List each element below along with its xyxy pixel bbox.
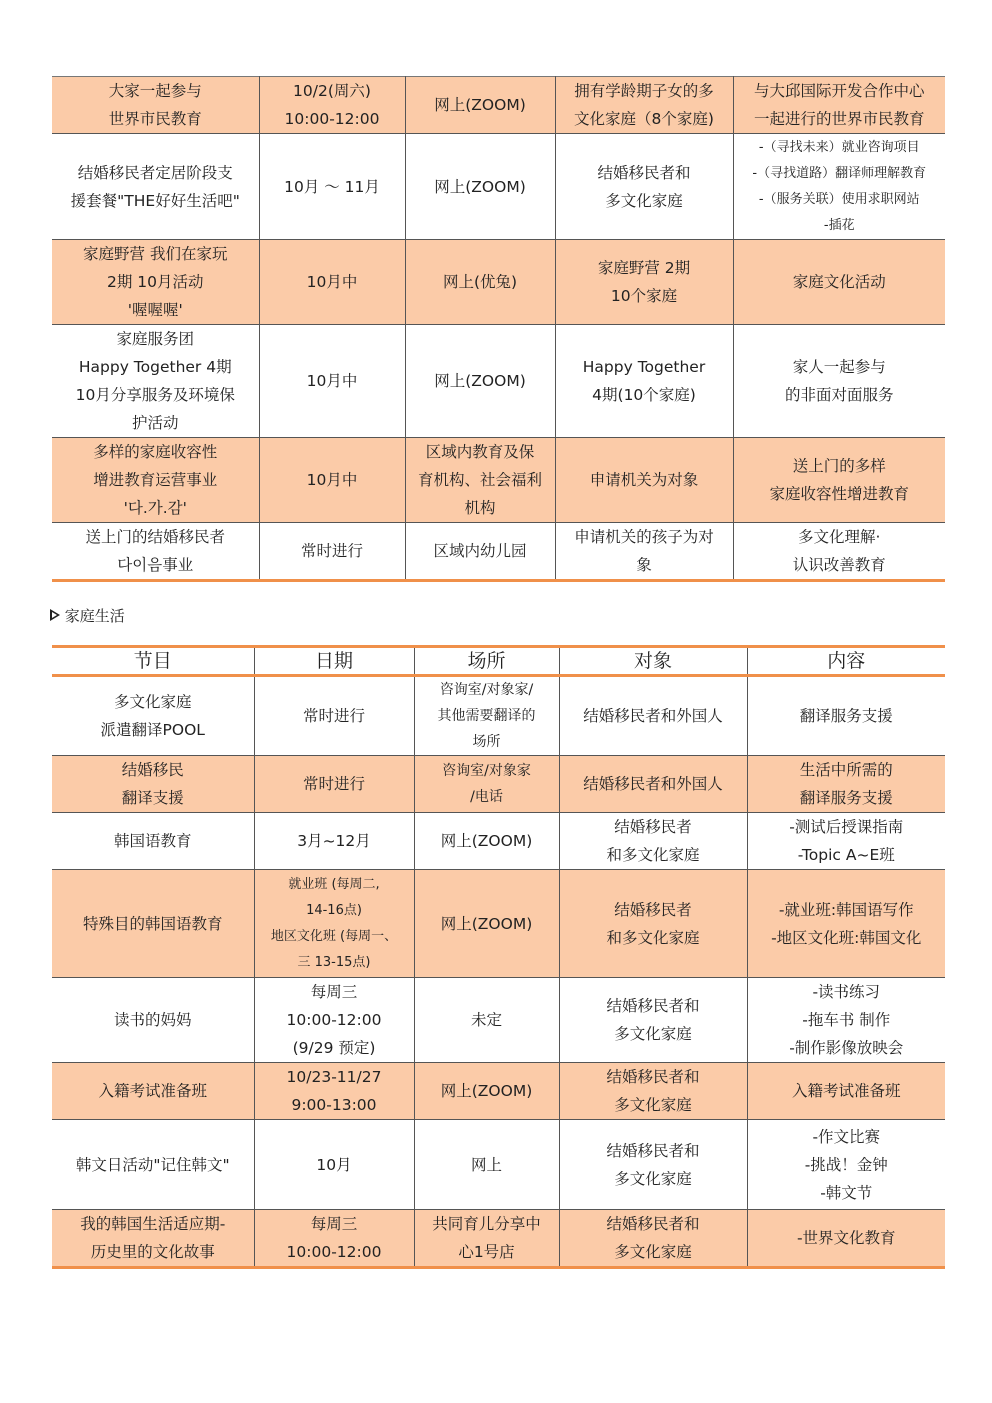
cell-text-line: 我的韩国生活适应期- (80, 1215, 226, 1233)
cell-text-line: 翻译支援 (121, 789, 184, 807)
cell-target (559, 676, 747, 756)
section-title: 家庭生活 (64, 607, 125, 625)
cell-text-line: 区域内幼儿园 (433, 542, 527, 560)
cell-text-line: 其他需要翻译的 (437, 708, 536, 724)
cell-text-line: 就业班 (每周二, (288, 876, 380, 892)
cell-text-line: Happy Together 4期 (78, 358, 232, 376)
cell-text-line: 10/23-11/27 (286, 1068, 382, 1086)
cell-text-line: -拖车书 制作 (802, 1011, 891, 1029)
cell-text-line: 10月中 (306, 273, 358, 291)
cell-target (559, 978, 747, 1063)
cell-text-line: 结婚移民者和 (606, 997, 700, 1015)
cell-name (52, 1210, 254, 1268)
cell-target (555, 325, 733, 438)
cell-date (259, 77, 405, 134)
cell-target (559, 1063, 747, 1120)
cell-target (555, 77, 733, 134)
cell-text-line: -（服务关联）使用求职网站 (758, 191, 920, 207)
cell-text-line: 结婚移民者定居阶段支 (77, 163, 233, 182)
cell-text-line: 申请机关的孩子为对 (574, 528, 714, 546)
cell-text-line: 援套餐"THE好好生活吧" (70, 191, 240, 210)
cell-text-line: 三 13-15点) (297, 954, 371, 970)
cell-text-line: Happy Together (582, 358, 706, 376)
table-row (52, 978, 945, 1063)
cell-text-line: 多文化家庭 (605, 191, 683, 210)
cell-target (559, 1120, 747, 1210)
table-row (52, 523, 945, 581)
cell-text-line: 文化家庭（8个家庭) (574, 110, 714, 128)
cell-target (555, 240, 733, 325)
cell-text-line: -插花 (823, 217, 855, 233)
table-row (52, 1210, 945, 1268)
cell-text-line: -地区文化班:韩国文化 (771, 928, 922, 947)
cell-text-line: 与大邱国际开发合作中心 (753, 82, 925, 100)
cell-text-line: 多文化理解· (798, 528, 881, 546)
cell-date (254, 676, 414, 756)
cell-text-line: 多样的家庭收容性 (93, 443, 218, 461)
cell-text-line: 常时进行 (300, 542, 363, 560)
cell-place (414, 813, 559, 870)
program-table-1 (52, 76, 945, 582)
cell-target (555, 438, 733, 523)
cell-text-line: -韩文节 (820, 1183, 873, 1202)
cell-name (52, 438, 259, 523)
cell-text-line: 家庭文化活动 (792, 273, 886, 291)
cell-text-line: 韩国语教育 (113, 832, 192, 850)
cell-name (52, 523, 259, 581)
cell-date (259, 438, 405, 523)
cell-date (254, 1063, 414, 1120)
cell-content (747, 676, 945, 756)
cell-text-line: -挑战！金钟 (804, 1155, 888, 1174)
cell-text-line: 10个家庭 (610, 287, 678, 305)
cell-date (254, 1210, 414, 1268)
cell-text-line: 翻译服务支援 (799, 707, 893, 725)
cell-date (254, 1120, 414, 1210)
cell-text-line: 认识改善教育 (792, 556, 886, 574)
cell-content (733, 438, 945, 523)
cell-date (254, 870, 414, 978)
cell-text-line: 常时进行 (302, 707, 365, 725)
table-row (52, 325, 945, 438)
cell-name (52, 978, 254, 1063)
cell-text-line: 多文化家庭 (614, 1243, 692, 1261)
section-heading (50, 606, 125, 626)
cell-date (254, 978, 414, 1063)
cell-text-line: 未定 (470, 1011, 502, 1029)
cell-text-line: 3月~12月 (297, 832, 371, 850)
table-row (52, 676, 945, 756)
cell-text-line: 多文化家庭 (614, 1169, 692, 1188)
cell-text-line: 家庭野营 2期 (597, 259, 691, 277)
cell-place (405, 77, 555, 134)
cell-place (414, 1210, 559, 1268)
program-table-2 (52, 645, 945, 1269)
cell-content (733, 523, 945, 581)
table-row (52, 756, 945, 813)
cell-text-line: 10/2(周六) (293, 82, 371, 100)
cell-target (559, 870, 747, 978)
cell-text-line: 心1号店 (458, 1243, 515, 1261)
cell-text-line: 派遣翻译POOL (100, 721, 205, 739)
cell-text-line: 结婚移民者和 (606, 1215, 700, 1233)
cell-place (414, 870, 559, 978)
cell-text-line: 家人一起参与 (792, 358, 886, 376)
cell-name (52, 813, 254, 870)
cell-text-line: -世界文化教育 (796, 1229, 896, 1247)
cell-text-line: 入籍考试准备班 (791, 1082, 901, 1100)
cell-target (555, 523, 733, 581)
cell-content (733, 134, 945, 240)
cell-text-line: 结婚移民 (121, 761, 184, 779)
cell-content (747, 1120, 945, 1210)
cell-target (559, 756, 747, 813)
cell-text-line: 多文化家庭 (614, 1096, 692, 1114)
cell-name (52, 77, 259, 134)
cell-text-line: 2期 10月活动 (106, 273, 204, 291)
cell-text-line: 象 (636, 556, 652, 574)
cell-text-line: -Topic A~E班 (797, 846, 895, 864)
cell-place (405, 325, 555, 438)
cell-place (405, 134, 555, 240)
cell-place (405, 240, 555, 325)
table-row (52, 813, 945, 870)
cell-text-line: 生活中所需的 (799, 761, 893, 779)
cell-text-line: 家庭服务团 (116, 330, 194, 348)
cell-name (52, 134, 259, 240)
cell-text-line: 一起进行的世界市民教育 (753, 110, 925, 128)
cell-date (259, 523, 405, 581)
cell-text-line: 区域内教育及保 (425, 443, 535, 461)
cell-text-line: 入籍考试准备班 (98, 1082, 207, 1100)
cell-text-line: 拥有学龄期子女的多 (574, 82, 714, 100)
cell-text-line: 结婚移民者和外国人 (583, 707, 723, 725)
cell-text-line: 护活动 (131, 414, 179, 432)
cell-text-line: 家庭野营 我们在家玩 (83, 245, 228, 263)
cell-text-line: 世界市民教育 (108, 110, 202, 128)
cell-place (414, 978, 559, 1063)
cell-text-line: 多文化家庭 (614, 1025, 692, 1043)
cell-text-line: '喔喔喔' (127, 301, 183, 319)
cell-text-line: 结婚移民者和 (606, 1068, 700, 1086)
cell-text-line: (9/29 预定) (292, 1039, 376, 1057)
cell-date (254, 756, 414, 813)
cell-text-line: 特殊目的韩国语教育 (82, 914, 223, 933)
cell-text-line: 增进教育运营事业 (93, 471, 218, 489)
cell-place (414, 1063, 559, 1120)
cell-text-line: /电话 (470, 789, 503, 805)
cell-date (254, 813, 414, 870)
cell-text-line: 每周三 (310, 983, 358, 1001)
cell-text-line: 机构 (464, 499, 496, 517)
column-header: 日期 (254, 647, 414, 676)
cell-text-line: 网上 (470, 1155, 502, 1174)
cell-text-line: 大家一起参与 (108, 82, 202, 100)
cell-text-line: -制作影像放映会 (789, 1039, 904, 1057)
cell-text-line: 的非面对面服务 (784, 386, 894, 404)
cell-content (747, 1210, 945, 1268)
cell-text-line: 韩文日活动"记住韩文" (75, 1155, 230, 1174)
table-row (52, 77, 945, 134)
cell-text-line: 每周三 (310, 1215, 358, 1233)
cell-text-line: 申请机关为对象 (589, 471, 699, 489)
cell-place (414, 1120, 559, 1210)
cell-date (259, 134, 405, 240)
column-header: 内容 (747, 647, 945, 676)
cell-name (52, 1063, 254, 1120)
cell-text-line: 家庭收容性增进教育 (769, 485, 909, 503)
cell-text-line: 10月 (316, 1155, 352, 1174)
cell-text-line: 和多文化家庭 (606, 928, 700, 947)
table-row (52, 870, 945, 978)
cell-name (52, 756, 254, 813)
cell-target (555, 134, 733, 240)
cell-text-line: -就业班:韩国语写作 (778, 900, 914, 919)
cell-text-line: 10:00-12:00 (284, 110, 380, 128)
cell-text-line: 10月分享服务及环境保 (75, 386, 235, 404)
cell-text-line: 结婚移民者和 (606, 1141, 700, 1160)
cell-text-line: 网上(ZOOM) (440, 832, 533, 850)
column-header: 场所 (414, 647, 559, 676)
cell-content (747, 978, 945, 1063)
cell-target (559, 1210, 747, 1268)
cell-text-line: 读书的妈妈 (113, 1011, 192, 1029)
cell-text-line: 网上(ZOOM) (434, 96, 526, 114)
table-row (52, 1063, 945, 1120)
cell-text-line: '다.가.감' (123, 499, 187, 517)
table-row (52, 240, 945, 325)
cell-text-line: 网上(ZOOM) (440, 1082, 533, 1100)
cell-place (414, 676, 559, 756)
cell-text-line: 10月中 (306, 471, 358, 489)
table-row (52, 134, 945, 240)
cell-text-line: 场所 (472, 734, 501, 750)
column-header: 对象 (559, 647, 747, 676)
cell-text-line: -（寻找未来）就业咨询项目 (758, 139, 920, 155)
cell-date (259, 240, 405, 325)
cell-text-line: 网上(ZOOM) (440, 914, 533, 933)
cell-text-line: 翻译服务支援 (799, 789, 893, 807)
cell-text-line: 4期(10个家庭) (592, 386, 696, 404)
table-row (52, 1120, 945, 1210)
cell-text-line: 送上门的结婚移民者 (85, 528, 225, 546)
cell-place (405, 438, 555, 523)
column-header: 节目 (52, 647, 254, 676)
cell-text-line: -读书练习 (812, 983, 881, 1001)
cell-target (559, 813, 747, 870)
cell-place (414, 756, 559, 813)
cell-content (733, 325, 945, 438)
cell-text-line: 多文化家庭 (113, 693, 192, 711)
cell-content (733, 240, 945, 325)
table-header-row (52, 647, 945, 676)
cell-text-line: 咨询室/对象家 (442, 763, 531, 779)
cell-text-line: 网上(优兔) (442, 273, 518, 291)
cell-text-line: 地区文化班 (每周一、 (270, 928, 398, 944)
cell-text-line: 14-16点) (306, 902, 362, 918)
triangle-bullet-icon (50, 609, 60, 621)
cell-name (52, 676, 254, 756)
cell-text-line: 10月中 (306, 372, 358, 390)
cell-content (733, 77, 945, 134)
cell-content (747, 813, 945, 870)
cell-text-line: 结婚移民者和 (597, 163, 691, 182)
cell-text-line: 网上(ZOOM) (434, 177, 526, 196)
cell-name (52, 240, 259, 325)
cell-name (52, 870, 254, 978)
cell-text-line: 送上门的多样 (792, 457, 886, 475)
cell-text-line: 结婚移民者 (614, 900, 692, 919)
cell-content (747, 870, 945, 978)
cell-content (747, 1063, 945, 1120)
cell-text-line: 10月 ～ 11月 (284, 177, 380, 196)
cell-date (259, 325, 405, 438)
cell-text-line: -（寻找道路）翻译师理解教育 (752, 165, 927, 181)
cell-text-line: 10:00-12:00 (286, 1243, 382, 1261)
cell-text-line: 9:00-13:00 (291, 1096, 377, 1114)
cell-text-line: 和多文化家庭 (606, 846, 700, 864)
cell-text-line: 育机构、社会福利 (417, 471, 542, 489)
cell-text-line: 网上(ZOOM) (434, 372, 526, 390)
table-row (52, 438, 945, 523)
cell-content (747, 756, 945, 813)
cell-text-line: 结婚移民者和外国人 (583, 775, 723, 793)
cell-place (405, 523, 555, 581)
cell-name (52, 1120, 254, 1210)
cell-text-line: 10:00-12:00 (286, 1011, 382, 1029)
cell-name (52, 325, 259, 438)
cell-text-line: -作文比赛 (812, 1127, 881, 1146)
cell-text-line: -测试后授课指南 (789, 818, 904, 836)
cell-text-line: 结婚移民者 (614, 818, 692, 836)
cell-text-line: 常时进行 (302, 775, 365, 793)
cell-text-line: 共同育儿分享中 (432, 1215, 541, 1233)
cell-text-line: 咨询室/对象家/ (439, 682, 534, 698)
cell-text-line: 다이음事业 (117, 556, 194, 574)
cell-text-line: 历史里的文化故事 (90, 1243, 215, 1261)
